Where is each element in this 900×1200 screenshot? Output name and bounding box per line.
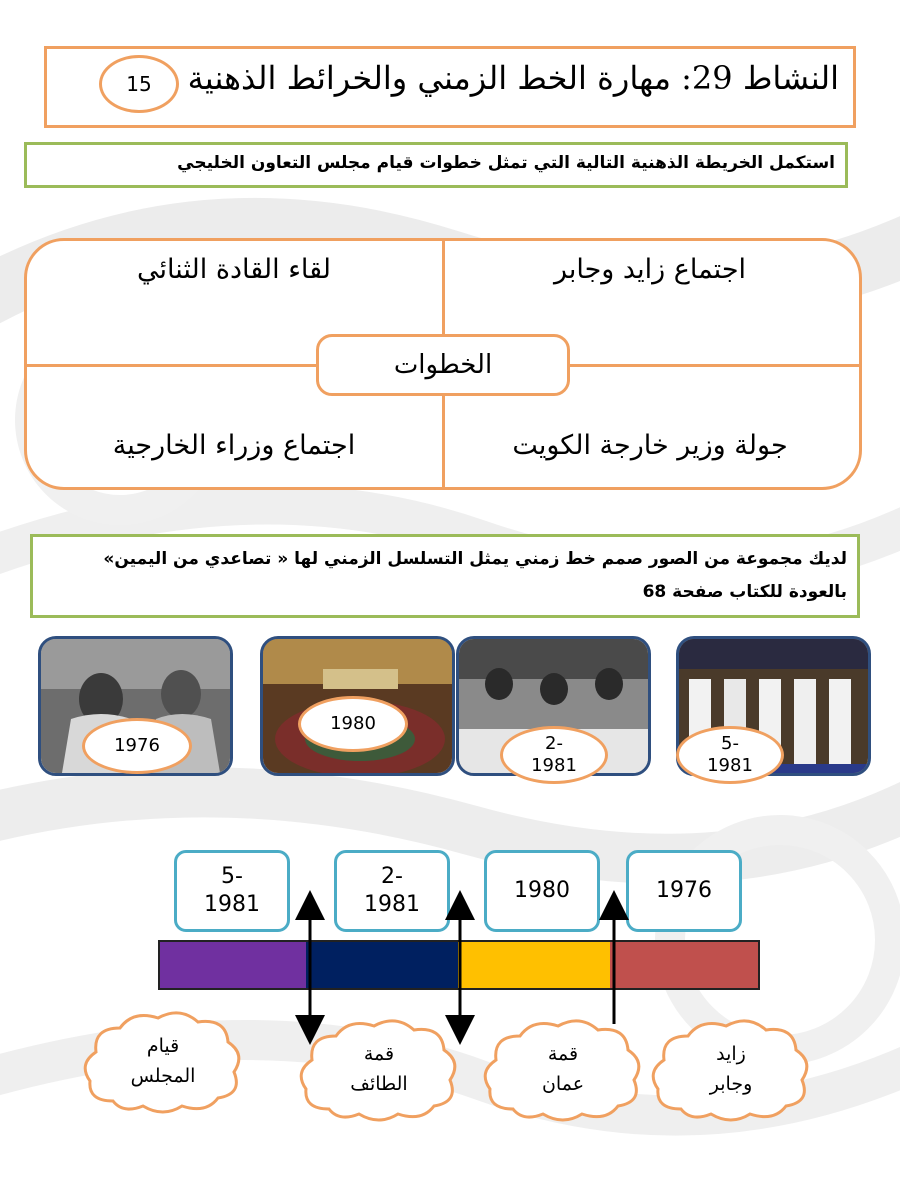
activity-title: النشاط 29: مهارة الخط الزمني والخرائط الذهنية (187, 59, 839, 97)
timeline-box-feb-1981[interactable]: 2- 1981 (334, 850, 450, 932)
timeline-box-may-1981[interactable]: 5- 1981 (174, 850, 290, 932)
photo-date-may-1981: 5- 1981 (676, 726, 784, 784)
mind-map-step-top-left[interactable]: لقاء القادة الثنائي (136, 254, 332, 285)
cloud-taif-summit[interactable]: قمة الطائف (294, 1014, 464, 1124)
cloud-council-founding[interactable]: قيام المجلس (78, 1006, 248, 1116)
mind-map-step-bottom-right[interactable]: جولة وزير خارجة الكويت (512, 430, 788, 461)
mind-map-center-label: الخطوات (393, 350, 493, 380)
photo-date-1976: 1976 (82, 718, 192, 774)
page-number: 15 (126, 72, 152, 96)
mind-map-step-bottom-left[interactable]: اجتماع وزراء الخارجية (112, 430, 356, 461)
cloud-zayed-jaber[interactable]: زايد وجابر (646, 1014, 816, 1124)
instruction-timeline: لديك مجموعة من الصور صمم خط زمني يمثل التسلسل الزمني لها « تصاعدي من اليمين» بالعودة للكتاب صفحة 68 (30, 534, 860, 618)
timeline-box-1976[interactable]: 1976 (626, 850, 742, 932)
photo-date-feb-1981: 2- 1981 (500, 726, 608, 784)
mind-map-step-top-right[interactable]: اجتماع زايد وجابر (553, 254, 747, 285)
instruction-mind-map: استكمل الخريطة الذهنية التالية التي تمثل خطوات قيام مجلس التعاون الخليجي (24, 142, 848, 188)
cloud-amman-summit[interactable]: قمة عمان (478, 1014, 648, 1124)
timeline-box-1980[interactable]: 1980 (484, 850, 600, 932)
photo-date-1980: 1980 (298, 696, 408, 752)
